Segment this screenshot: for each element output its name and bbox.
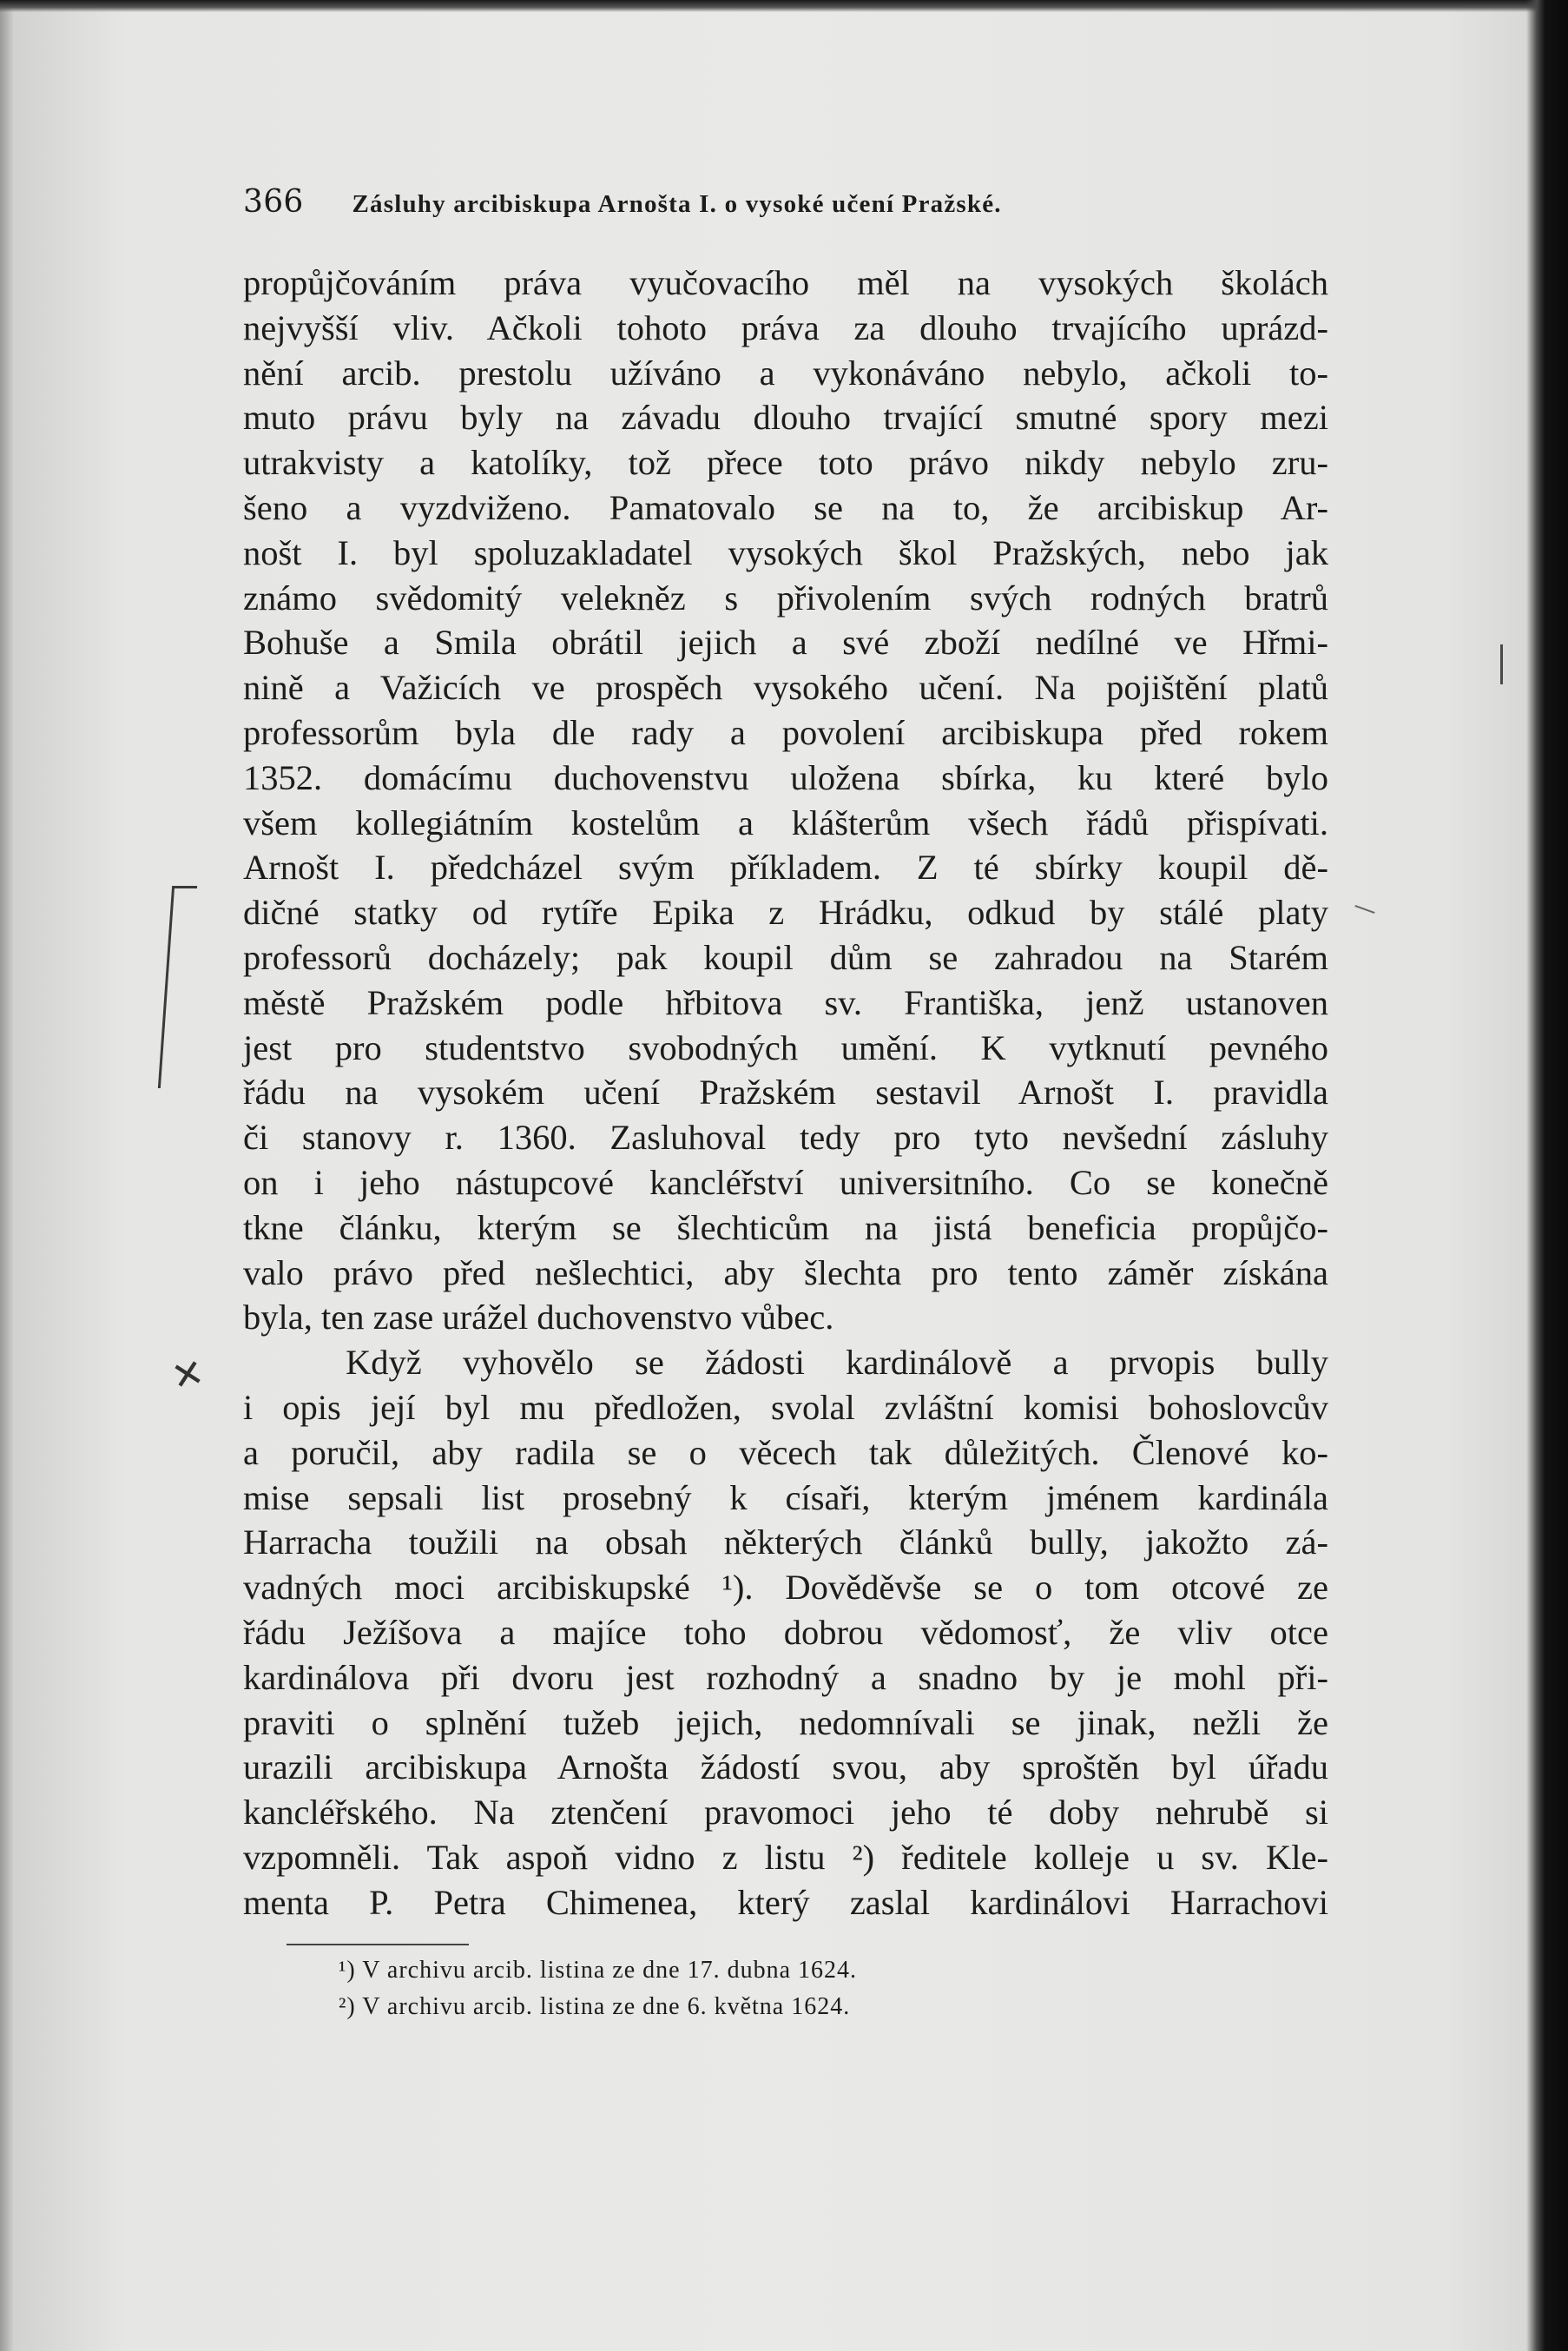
text-line: kardinálova při dvoru jest rozhodný a snadno by je mohl při- [243,1657,1328,1697]
page-right-edge-shadow [1526,0,1568,2351]
text-line: propůjčováním práva vyučovacího měl na vysokých školách [243,263,1328,302]
text-line: Harracha toužili na obsah některých článků bully, jakožto zá- [243,1522,1328,1562]
margin-cross-annotation: ✕ [168,1350,208,1401]
text-line: nině a Važicích ve prospěch vysokého učení. Na pojištění platů [243,668,1328,708]
text-line: urazili arcibiskupa Arnošta žádostí svou, aby sproštěn byl úřadu [243,1747,1328,1787]
body-text [243,261,1328,1925]
margin-tick-annotation [1500,644,1503,684]
text-line: 1352. domácímu duchovenstvu uložena sbírka, ku které bylo [243,757,1328,797]
footnote-mark: ¹) [339,1957,356,1984]
text-line: městě Pražském podle hřbitova sv. Františka, jenž ustanoven [243,982,1328,1022]
text-line: kancléřského. Na ztenčení pravomoci jeho té doby nehrubě si [243,1793,1328,1833]
footnote-2 [339,1989,857,2025]
text-line: Bohuše a Smila obrátil jejich a své zboží nedílné ve Hřmi- [243,623,1328,663]
text-line: valo právo před nešlechtici, aby šlechta pro tento záměr získána [243,1252,1328,1292]
text-line: jest pro studentstvo svobodných umění. K vytknutí pevného [243,1027,1328,1067]
text-line: či stanovy r. 1360. Zasluhoval tedy pro tyto nevšední zásluhy [243,1118,1328,1158]
footnote-text: V archivu arcib. listina ze dne 6. května 1624. [362,1993,851,2020]
text-line: řádu na vysokém učení Pražském sestavil Arnošt I. pravidla [243,1073,1328,1113]
running-title: Zásluhy arcibiskupa Arnošta I. o vysoké učení Pražské. [352,190,1002,218]
paragraph-first-line: Když vyhovělo se žádosti kardinálově a prvopis bully [346,1343,1328,1383]
page-left-edge-shadow [0,0,14,2351]
text-line: utrakvisty a katolíky, tož přece toto právo nikdy nebylo zru- [243,443,1328,483]
text-line: známo svědomitý velekněz s přivolením svých rodných bratrů [243,578,1328,617]
text-line: vadných moci arcibiskupské ¹). Dověděvše se o tom otcové ze [243,1568,1328,1608]
footnote-1 [339,1952,857,1989]
footnote-text: V archivu arcib. listina ze dne 17. dubna 1624. [362,1957,858,1984]
text-line: on i jeho nástupcové kancléřství universitního. Co se konečně [243,1162,1328,1202]
text-line: mise sepsali list prosebný k císaři, kterým jménem kardinála [243,1477,1328,1517]
text-line: byla, ten zase urážel duchovenstvo vůbec. [243,1298,834,1337]
running-head [243,184,1328,220]
footnote-mark: ²) [339,1993,356,2020]
text-line: všem kollegiátním kostelům a klášterům všech řádů přispívati. [243,802,1328,842]
footnote-separator [287,1944,469,1945]
text-line: nejvyšší vliv. Ačkoli tohoto práva za dlouho trvajícího uprázd- [243,307,1328,347]
text-line: a poručil, aby radila se o věcech tak důležitých. Členové ko- [243,1432,1328,1472]
text-line: menta P. Petra Chimenea, který zaslal kardinálovi Harrachovi [243,1882,1328,1922]
text-line: šeno a vyzdviženo. Pamatovalo se na to, že arcibiskup Ar- [243,487,1328,527]
text-line: Arnošt I. předcházel svým příkladem. Z té sbírky koupil dě- [243,848,1328,888]
text-line: dičné statky od rytíře Epika z Hrádku, odkud by stálé platy [243,893,1328,933]
text-line: muto právu byly na závadu dlouho trvající smutné spory mezi [243,398,1328,438]
text-line: nění arcib. prestolu užíváno a vykonáváno nebylo, ačkoli to- [243,353,1328,393]
text-line: řádu Ježíšova a majíce toho dobrou vědomosť, že vliv otce [243,1612,1328,1652]
text-line: professorům byla dle rady a povolení arcibiskupa před rokem [243,712,1328,752]
text-line: nošt I. byl spoluzakladatel vysokých škol Pražských, nebo jak [243,532,1328,572]
text-line: vzpomněli. Tak aspoň vidno z listu ²) ředitele kolleje u sv. Kle- [243,1837,1328,1877]
footnotes [339,1952,857,2025]
page-top-edge-shadow [0,0,1568,12]
page-number: 366 [243,184,304,220]
text-line: tkne článku, kterým se šlechticům na jistá beneficia propůjčo- [243,1207,1328,1247]
text-line: i opis její byl mu předložen, svolal zvláštní komisi bohoslovcův [243,1387,1328,1427]
text-line: praviti o splnění tužeb jejich, nedomnívali se jinak, nežli že [243,1702,1328,1742]
text-line: professorů docházely; pak koupil dům se zahradou na Starém [243,937,1328,977]
